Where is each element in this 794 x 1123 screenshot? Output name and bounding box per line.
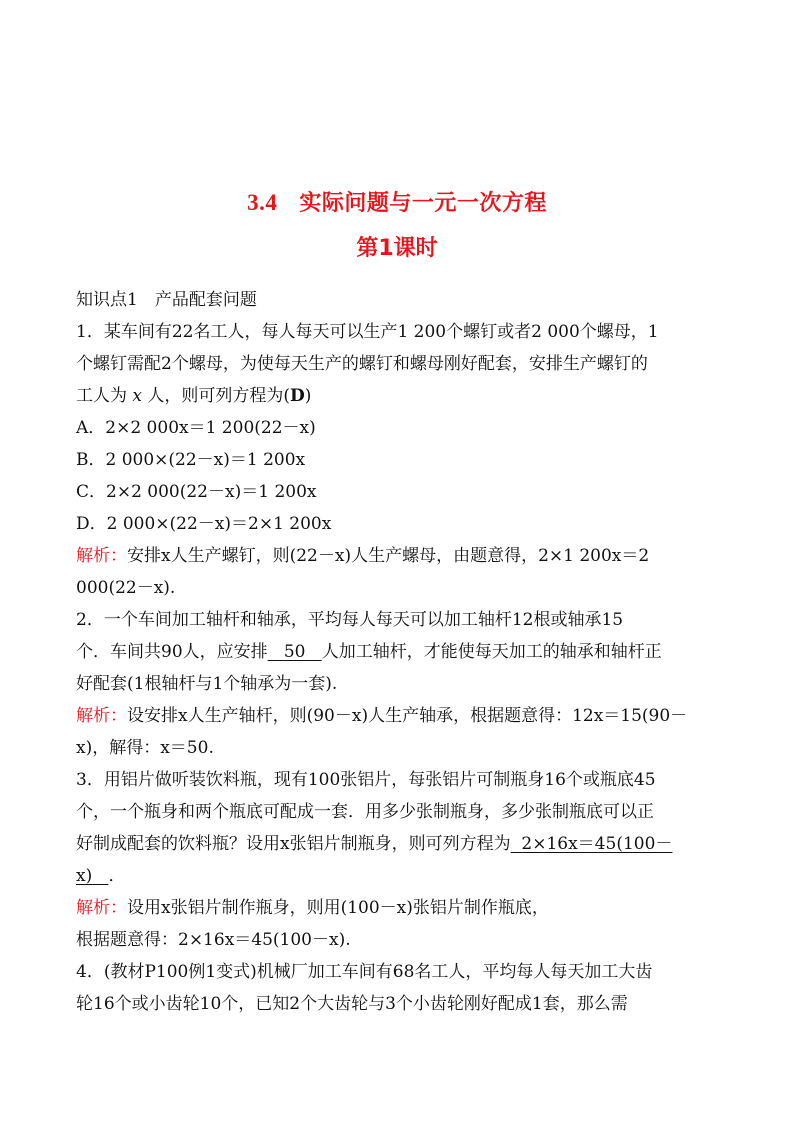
analysis-label: 解析： bbox=[76, 546, 127, 566]
q2-line2 bbox=[76, 642, 662, 662]
q3-analysis-line1 bbox=[76, 898, 549, 918]
q2-answer-blank bbox=[268, 642, 322, 662]
q1-stem-line2: 个螺钉需配2个螺母，为使每天生产的螺钉和螺母刚好配套，安排生产螺钉的 bbox=[76, 354, 648, 374]
q3-analysis-line2: 根据题意得：2×16x＝45(100－x). bbox=[76, 930, 351, 950]
q2-text: 个．车间共90人，应安排 bbox=[76, 642, 268, 662]
section-heading: 实际问题与一元一次方程 bbox=[299, 191, 547, 216]
q1-option-d: D．2 000×(22－x)＝2×1 200x bbox=[76, 514, 332, 534]
section-title bbox=[0, 186, 794, 217]
q2-analysis-text: 设安排x人生产轴杆，则(90－x)人生产轴承，根据题意得：12x＝15(90－ bbox=[127, 706, 688, 726]
q1-text: 人，则可列方程为( bbox=[147, 386, 291, 406]
q3-text: ． bbox=[108, 866, 126, 886]
q1-analysis-text: 安排x人生产螺钉，则(22－x)人生产螺母，由题意得，2×1 200x＝2 bbox=[127, 546, 650, 566]
q1-text: 工人为 bbox=[76, 386, 127, 406]
q3-text: 好制成配套的饮料瓶？设用x张铝片制瓶身，则可列方程为 bbox=[76, 834, 511, 854]
q3-analysis-text: 设用x张铝片制作瓶身，则用(100－x)张铝片制作瓶底， bbox=[127, 898, 549, 918]
q1-option-c: C．2×2 000(22－x)＝1 200x bbox=[76, 482, 317, 502]
knowledge-point-heading: 知识点1 产品配套问题 bbox=[76, 290, 257, 310]
lesson-subtitle: 第1课时 bbox=[356, 236, 438, 261]
q3-line4 bbox=[76, 866, 125, 886]
analysis-label: 解析： bbox=[76, 706, 127, 726]
q2-line3: 好配套(1根轴杆与1个轴承为一套). bbox=[76, 674, 338, 694]
q1-text: ) bbox=[304, 386, 312, 406]
q2-analysis-line1 bbox=[76, 706, 687, 726]
q1-option-a: A．2×2 000x＝1 200(22－x) bbox=[76, 418, 316, 438]
q3-answer-part1: 2×16x＝45(100－ bbox=[521, 834, 673, 854]
q4-line2: 轮16个或小齿轮10个，已知2个大齿轮与3个小齿轮刚好配成1套，那么需 bbox=[76, 994, 628, 1014]
q3-line3 bbox=[76, 834, 672, 854]
q1-option-b: B．2 000×(22－x)＝1 200x bbox=[76, 450, 306, 470]
q3-line2: 个，一个瓶身和两个瓶底可配成一套．用多少张制瓶身，多少张制瓶底可以正 bbox=[76, 802, 654, 822]
q1-analysis-line1 bbox=[76, 546, 649, 566]
q4-line1: 4．(教材P100例1变式)机械厂加工车间有68名工人，平均每人每天加工大齿 bbox=[76, 962, 653, 982]
q2-text: 人加工轴杆，才能使每天加工的轴承和轴杆正 bbox=[321, 642, 662, 662]
q2-answer: 50 bbox=[283, 642, 306, 662]
q1-stem-line1: 1．某车间有22名工人，每人每天可以生产1 200个螺钉或者2 000个螺母，1 bbox=[76, 322, 659, 342]
q2-analysis-line2: x)，解得：x＝50. bbox=[76, 738, 214, 758]
analysis-label: 解析： bbox=[76, 898, 127, 918]
q3-answer-blank bbox=[511, 834, 673, 854]
q3-answer-part2: x) bbox=[76, 866, 93, 886]
q1-answer: D bbox=[290, 386, 305, 406]
q1-stem-line3: 工人为 x 人，则可列方程为(D) bbox=[76, 386, 312, 406]
q3-answer-blank-cont bbox=[76, 866, 108, 886]
q2-line1: 2．一个车间加工轴杆和轴承，平均每人每天可以加工轴杆12根或轴承15 bbox=[76, 610, 624, 630]
q3-line1: 3．用铝片做听装饮料瓶，现有100张铝片，每张铝片可制瓶身16个或瓶底45 bbox=[76, 770, 656, 790]
q1-analysis-line2: 000(22－x). bbox=[76, 578, 176, 598]
section-number: 3.4 bbox=[247, 190, 278, 215]
